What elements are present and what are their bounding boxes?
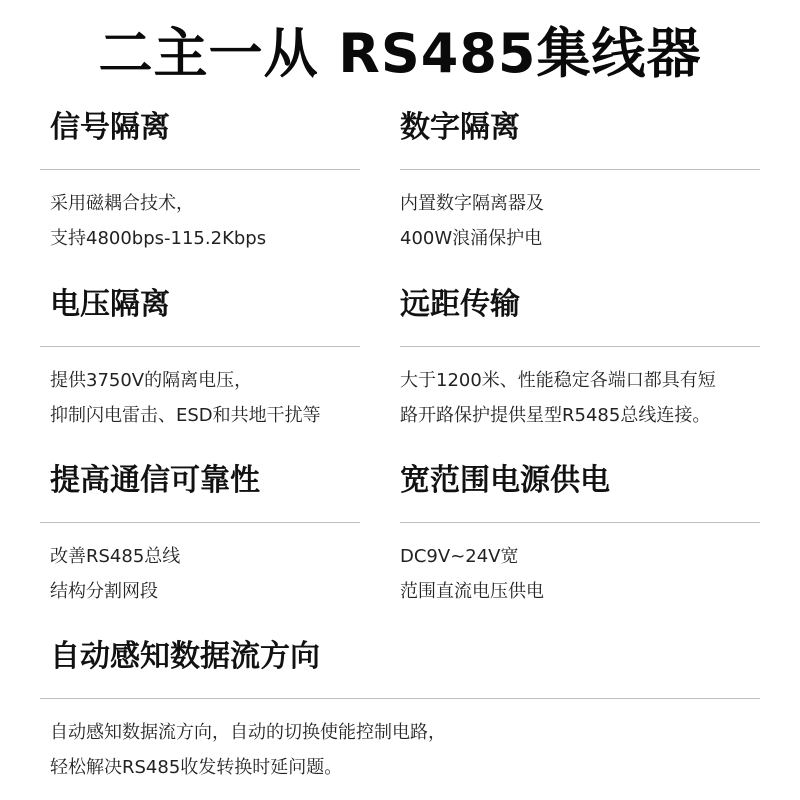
- description-line: DC9V~24V宽: [400, 546, 519, 567]
- feature-description: [50, 715, 446, 785]
- feature-description: [400, 186, 544, 256]
- description-line: 提供3750V的隔离电压，: [50, 370, 253, 391]
- description-line: 支持4800bps-115.2Kbps: [50, 228, 267, 249]
- description-line: 抑制闪电雷击、ESD和共地干扰等: [50, 405, 321, 426]
- divider: [400, 169, 760, 170]
- description-line: 采用磁耦合技术，: [50, 193, 194, 214]
- feature-heading: 数字隔离: [400, 110, 520, 145]
- feature-description: [50, 363, 321, 433]
- description-line: 路开路保护提供星型R5485总线连接。: [400, 405, 711, 426]
- divider: [40, 522, 360, 523]
- feature-heading: 自动感知数据流方向: [50, 639, 320, 674]
- page-title: 二主一从 RS485集线器: [98, 22, 702, 85]
- description-line: 改善RS485总线: [50, 546, 181, 567]
- feature-description: [400, 539, 544, 609]
- description-line: 大于1200米、性能稳定各端口都具有短: [400, 370, 716, 391]
- divider: [400, 522, 760, 523]
- description-line: 400W浪涌保护电: [400, 228, 543, 249]
- description-line: 自动感知数据流方向，自动的切换使能控制电路，: [50, 722, 446, 743]
- feature-heading: 信号隔离: [50, 110, 170, 145]
- divider: [40, 346, 360, 347]
- feature-description: [400, 363, 716, 433]
- divider: [40, 698, 760, 699]
- feature-heading: 宽范围电源供电: [400, 463, 610, 498]
- divider: [40, 169, 360, 170]
- description-line: 内置数字隔离器及: [400, 193, 544, 214]
- divider: [400, 346, 760, 347]
- feature-description: [50, 186, 266, 256]
- feature-heading: 远距传输: [400, 287, 520, 322]
- description-line: 范围直流电压供电: [400, 581, 544, 602]
- description-line: 结构分割网段: [50, 581, 158, 602]
- description-line: 轻松解决RS485收发转换时延问题。: [50, 757, 343, 778]
- feature-description: [50, 539, 180, 609]
- feature-heading: 电压隔离: [50, 287, 170, 322]
- feature-heading: 提高通信可靠性: [50, 463, 260, 498]
